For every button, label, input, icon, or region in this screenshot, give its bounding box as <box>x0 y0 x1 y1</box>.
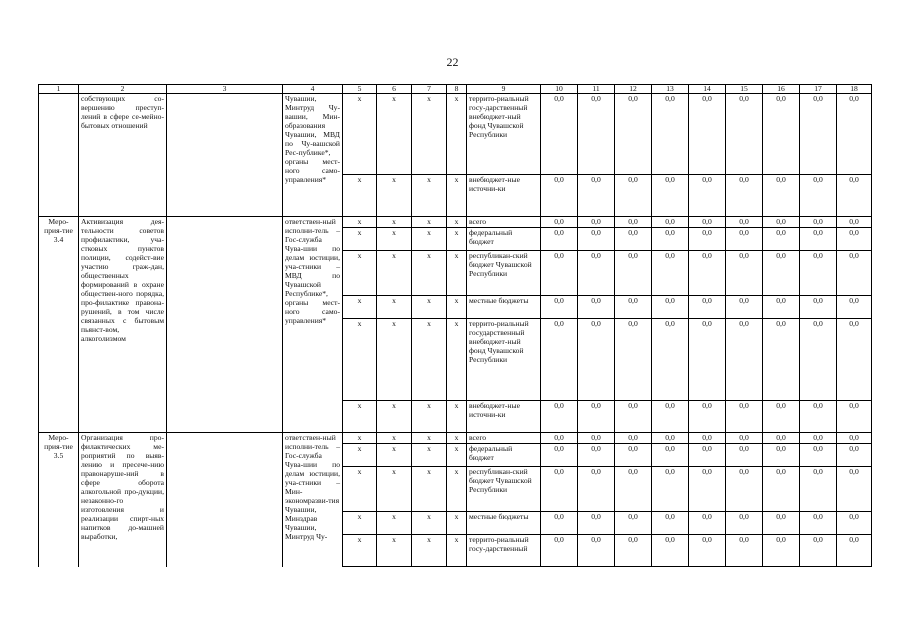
amount-cell: 0,0 <box>726 467 763 512</box>
amount-cell: 0,0 <box>541 175 578 217</box>
column-header-14: 14 <box>689 85 726 94</box>
amount-cell: 0,0 <box>726 217 763 228</box>
amount-cell: 0,0 <box>763 319 800 401</box>
measure-name: собствующих со-вершению преступ-лений в сфере се-мейно-бытовых отношений <box>79 94 167 217</box>
amount-cell: 0,0 <box>800 175 837 217</box>
amount-cell: 0,0 <box>726 512 763 535</box>
amount-cell: 0,0 <box>837 433 872 444</box>
amount-cell: 0,0 <box>689 512 726 535</box>
code-mark: х <box>343 175 377 217</box>
amount-cell: 0,0 <box>800 94 837 175</box>
amount-cell: 0,0 <box>800 401 837 433</box>
funding-source: внебюджет-ные источни-ки <box>467 175 541 217</box>
code-mark: х <box>447 228 467 251</box>
amount-cell: 0,0 <box>763 251 800 296</box>
column-header-2: 2 <box>79 85 167 94</box>
code-mark: х <box>412 175 447 217</box>
code-mark: х <box>412 444 447 467</box>
amount-cell: 0,0 <box>615 444 652 467</box>
amount-cell: 0,0 <box>763 401 800 433</box>
code-mark: х <box>377 296 412 319</box>
amount-cell: 0,0 <box>615 175 652 217</box>
column-header-15: 15 <box>726 85 763 94</box>
amount-cell: 0,0 <box>800 251 837 296</box>
executor: Чувашии, Минтруд Чу-вашии, Мин-образования Чувашии, МВД по Чу-вашской Рес-публике*, органы мест-ного само-управления* <box>283 94 343 217</box>
amount-cell: 0,0 <box>763 217 800 228</box>
budget-table <box>38 84 872 567</box>
amount-cell: 0,0 <box>726 401 763 433</box>
code-mark: х <box>377 175 412 217</box>
code-mark: х <box>447 535 467 567</box>
code-mark: х <box>447 94 467 175</box>
amount-cell: 0,0 <box>837 535 872 567</box>
amount-cell: 0,0 <box>689 228 726 251</box>
funding-source: федеральный бюджет <box>467 444 541 467</box>
measure-code <box>39 94 79 217</box>
code-mark: х <box>343 296 377 319</box>
amount-cell: 0,0 <box>615 401 652 433</box>
amount-cell: 0,0 <box>689 217 726 228</box>
amount-cell: 0,0 <box>689 467 726 512</box>
code-mark: х <box>343 228 377 251</box>
column-number-row <box>39 85 872 94</box>
amount-cell: 0,0 <box>615 228 652 251</box>
column-header-4: 4 <box>283 85 343 94</box>
column-header-13: 13 <box>652 85 689 94</box>
amount-cell: 0,0 <box>763 467 800 512</box>
column-header-7: 7 <box>412 85 447 94</box>
amount-cell: 0,0 <box>837 94 872 175</box>
measure-name: Организация про-филактических ме-роприятий по выяв-лению и пресече-нию правонаруше-ний в сфере оборота алкогольной про-дукции, незаконно-го изготовления и реализации спирт-ных напитков до-машней выработки, <box>79 433 167 567</box>
code-mark: х <box>377 433 412 444</box>
code-mark: х <box>412 401 447 433</box>
funding-source: террито-риальный госу-дарственный <box>467 535 541 567</box>
amount-cell: 0,0 <box>652 467 689 512</box>
amount-cell: 0,0 <box>615 94 652 175</box>
amount-cell: 0,0 <box>652 319 689 401</box>
code-mark: х <box>447 467 467 512</box>
code-mark: х <box>343 401 377 433</box>
funding-source: местные бюджеты <box>467 512 541 535</box>
code-mark: х <box>447 512 467 535</box>
amount-cell: 0,0 <box>800 319 837 401</box>
code-mark: х <box>447 444 467 467</box>
code-mark: х <box>377 444 412 467</box>
amount-cell: 0,0 <box>652 251 689 296</box>
column-3 <box>167 94 283 217</box>
funding-source: террито-риальный государственный внебюджет-ный фонд Чувашской Республики <box>467 319 541 401</box>
code-mark: х <box>377 251 412 296</box>
code-mark: х <box>447 217 467 228</box>
amount-cell: 0,0 <box>726 433 763 444</box>
amount-cell: 0,0 <box>541 251 578 296</box>
amount-cell: 0,0 <box>541 401 578 433</box>
code-mark: х <box>412 217 447 228</box>
amount-cell: 0,0 <box>652 535 689 567</box>
amount-cell: 0,0 <box>837 467 872 512</box>
code-mark: х <box>377 512 412 535</box>
page-number: 22 <box>446 55 459 69</box>
amount-cell: 0,0 <box>615 296 652 319</box>
amount-cell: 0,0 <box>726 175 763 217</box>
code-mark: х <box>412 535 447 567</box>
code-mark: х <box>447 319 467 401</box>
funding-source: всего <box>467 433 541 444</box>
amount-cell: 0,0 <box>615 512 652 535</box>
amount-cell: 0,0 <box>578 433 615 444</box>
amount-cell: 0,0 <box>578 535 615 567</box>
funding-source: республикан-ский бюджет Чувашской Республики <box>467 467 541 512</box>
amount-cell: 0,0 <box>578 444 615 467</box>
amount-cell: 0,0 <box>541 535 578 567</box>
code-mark: х <box>343 217 377 228</box>
code-mark: х <box>447 175 467 217</box>
measure-code: Меро-прия-тие 3.5 <box>39 433 79 567</box>
amount-cell: 0,0 <box>689 175 726 217</box>
amount-cell: 0,0 <box>837 401 872 433</box>
column-header-12: 12 <box>615 85 652 94</box>
column-header-17: 17 <box>800 85 837 94</box>
amount-cell: 0,0 <box>541 512 578 535</box>
amount-cell: 0,0 <box>726 94 763 175</box>
amount-cell: 0,0 <box>800 535 837 567</box>
amount-cell: 0,0 <box>763 228 800 251</box>
amount-cell: 0,0 <box>652 512 689 535</box>
code-mark: х <box>412 512 447 535</box>
executor: ответствен-ный исполни-тель – Гос-служба Чува-шии по делам юстиции, уча-стники – МВД по Чувашской Республике*, органы мест-ного само-управления* <box>283 217 343 433</box>
column-header-3: 3 <box>167 85 283 94</box>
code-mark: х <box>412 94 447 175</box>
measure-code: Меро-прия-тие 3.4 <box>39 217 79 433</box>
column-header-11: 11 <box>578 85 615 94</box>
code-mark: х <box>447 433 467 444</box>
column-header-18: 18 <box>837 85 872 94</box>
funding-source: республикан-ский бюджет Чувашской Республики <box>467 251 541 296</box>
amount-cell: 0,0 <box>615 535 652 567</box>
code-mark: х <box>412 467 447 512</box>
amount-cell: 0,0 <box>652 94 689 175</box>
amount-cell: 0,0 <box>726 535 763 567</box>
column-header-9: 9 <box>467 85 541 94</box>
amount-cell: 0,0 <box>800 444 837 467</box>
amount-cell: 0,0 <box>726 444 763 467</box>
amount-cell: 0,0 <box>578 467 615 512</box>
amount-cell: 0,0 <box>837 296 872 319</box>
amount-cell: 0,0 <box>578 319 615 401</box>
amount-cell: 0,0 <box>541 217 578 228</box>
code-mark: х <box>412 251 447 296</box>
amount-cell: 0,0 <box>578 251 615 296</box>
amount-cell: 0,0 <box>689 535 726 567</box>
code-mark: х <box>377 401 412 433</box>
code-mark: х <box>343 94 377 175</box>
amount-cell: 0,0 <box>652 175 689 217</box>
column-3 <box>167 433 283 567</box>
amount-cell: 0,0 <box>837 512 872 535</box>
amount-cell: 0,0 <box>652 401 689 433</box>
table-row <box>39 433 872 444</box>
code-mark: х <box>377 319 412 401</box>
amount-cell: 0,0 <box>578 401 615 433</box>
amount-cell: 0,0 <box>837 228 872 251</box>
column-header-6: 6 <box>377 85 412 94</box>
amount-cell: 0,0 <box>800 228 837 251</box>
amount-cell: 0,0 <box>652 228 689 251</box>
code-mark: х <box>343 535 377 567</box>
amount-cell: 0,0 <box>615 319 652 401</box>
code-mark: х <box>377 467 412 512</box>
amount-cell: 0,0 <box>800 296 837 319</box>
amount-cell: 0,0 <box>615 217 652 228</box>
amount-cell: 0,0 <box>726 296 763 319</box>
funding-source: террито-риальный госу-дарственный внебюджет-ный фонд Чувашской Республики <box>467 94 541 175</box>
executor: ответствен-ный исполни-тель – Гос-служба Чува-шии по делам юстиции, уча-стники – Мин-экономразви-тия Чувашии, Минздрав Чувашии, Минтруд Чу- <box>283 433 343 567</box>
amount-cell: 0,0 <box>541 94 578 175</box>
column-header-1: 1 <box>39 85 79 94</box>
amount-cell: 0,0 <box>578 512 615 535</box>
amount-cell: 0,0 <box>689 444 726 467</box>
measure-name: Активизация дея-тельности советов профилактики, уча-стковых пунктов полиции, содейст-вие участию граж-дан, общественных формирований в охране обществен-ного порядка, про-филактике правона-рушений, в том числе связанных с бытовым пьянст-вом, алкоголизмом <box>79 217 167 433</box>
amount-cell: 0,0 <box>800 512 837 535</box>
amount-cell: 0,0 <box>578 228 615 251</box>
funding-source: местные бюджеты <box>467 296 541 319</box>
funding-source: всего <box>467 217 541 228</box>
amount-cell: 0,0 <box>689 251 726 296</box>
amount-cell: 0,0 <box>800 467 837 512</box>
column-header-16: 16 <box>763 85 800 94</box>
amount-cell: 0,0 <box>541 467 578 512</box>
amount-cell: 0,0 <box>578 175 615 217</box>
amount-cell: 0,0 <box>726 319 763 401</box>
table-row <box>39 217 872 228</box>
table-row <box>39 94 872 175</box>
code-mark: х <box>343 319 377 401</box>
code-mark: х <box>343 433 377 444</box>
column-3 <box>167 217 283 433</box>
code-mark: х <box>377 217 412 228</box>
amount-cell: 0,0 <box>578 94 615 175</box>
amount-cell: 0,0 <box>578 217 615 228</box>
code-mark: х <box>412 296 447 319</box>
amount-cell: 0,0 <box>689 433 726 444</box>
amount-cell: 0,0 <box>689 94 726 175</box>
amount-cell: 0,0 <box>800 433 837 444</box>
amount-cell: 0,0 <box>837 444 872 467</box>
amount-cell: 0,0 <box>763 94 800 175</box>
amount-cell: 0,0 <box>763 535 800 567</box>
amount-cell: 0,0 <box>763 512 800 535</box>
amount-cell: 0,0 <box>837 251 872 296</box>
amount-cell: 0,0 <box>541 444 578 467</box>
amount-cell: 0,0 <box>763 444 800 467</box>
amount-cell: 0,0 <box>726 251 763 296</box>
column-header-10: 10 <box>541 85 578 94</box>
code-mark: х <box>343 467 377 512</box>
amount-cell: 0,0 <box>615 433 652 444</box>
code-mark: х <box>447 251 467 296</box>
code-mark: х <box>343 444 377 467</box>
amount-cell: 0,0 <box>578 296 615 319</box>
table-body <box>39 85 872 567</box>
code-mark: х <box>343 251 377 296</box>
amount-cell: 0,0 <box>541 319 578 401</box>
amount-cell: 0,0 <box>837 217 872 228</box>
amount-cell: 0,0 <box>837 175 872 217</box>
code-mark: х <box>377 228 412 251</box>
amount-cell: 0,0 <box>689 401 726 433</box>
code-mark: х <box>447 296 467 319</box>
amount-cell: 0,0 <box>763 433 800 444</box>
amount-cell: 0,0 <box>541 296 578 319</box>
amount-cell: 0,0 <box>541 433 578 444</box>
code-mark: х <box>343 512 377 535</box>
column-header-5: 5 <box>343 85 377 94</box>
code-mark: х <box>412 319 447 401</box>
amount-cell: 0,0 <box>800 217 837 228</box>
amount-cell: 0,0 <box>689 319 726 401</box>
amount-cell: 0,0 <box>763 175 800 217</box>
code-mark: х <box>412 433 447 444</box>
column-header-8: 8 <box>447 85 467 94</box>
amount-cell: 0,0 <box>689 296 726 319</box>
funding-source: федеральный бюджет <box>467 228 541 251</box>
code-mark: х <box>377 535 412 567</box>
amount-cell: 0,0 <box>763 296 800 319</box>
amount-cell: 0,0 <box>652 444 689 467</box>
funding-source: внебюджет-ные источни-ки <box>467 401 541 433</box>
amount-cell: 0,0 <box>726 228 763 251</box>
amount-cell: 0,0 <box>541 228 578 251</box>
amount-cell: 0,0 <box>652 296 689 319</box>
code-mark: х <box>377 94 412 175</box>
amount-cell: 0,0 <box>652 217 689 228</box>
code-mark: х <box>447 401 467 433</box>
amount-cell: 0,0 <box>615 251 652 296</box>
amount-cell: 0,0 <box>615 467 652 512</box>
amount-cell: 0,0 <box>652 433 689 444</box>
amount-cell: 0,0 <box>837 319 872 401</box>
code-mark: х <box>412 228 447 251</box>
